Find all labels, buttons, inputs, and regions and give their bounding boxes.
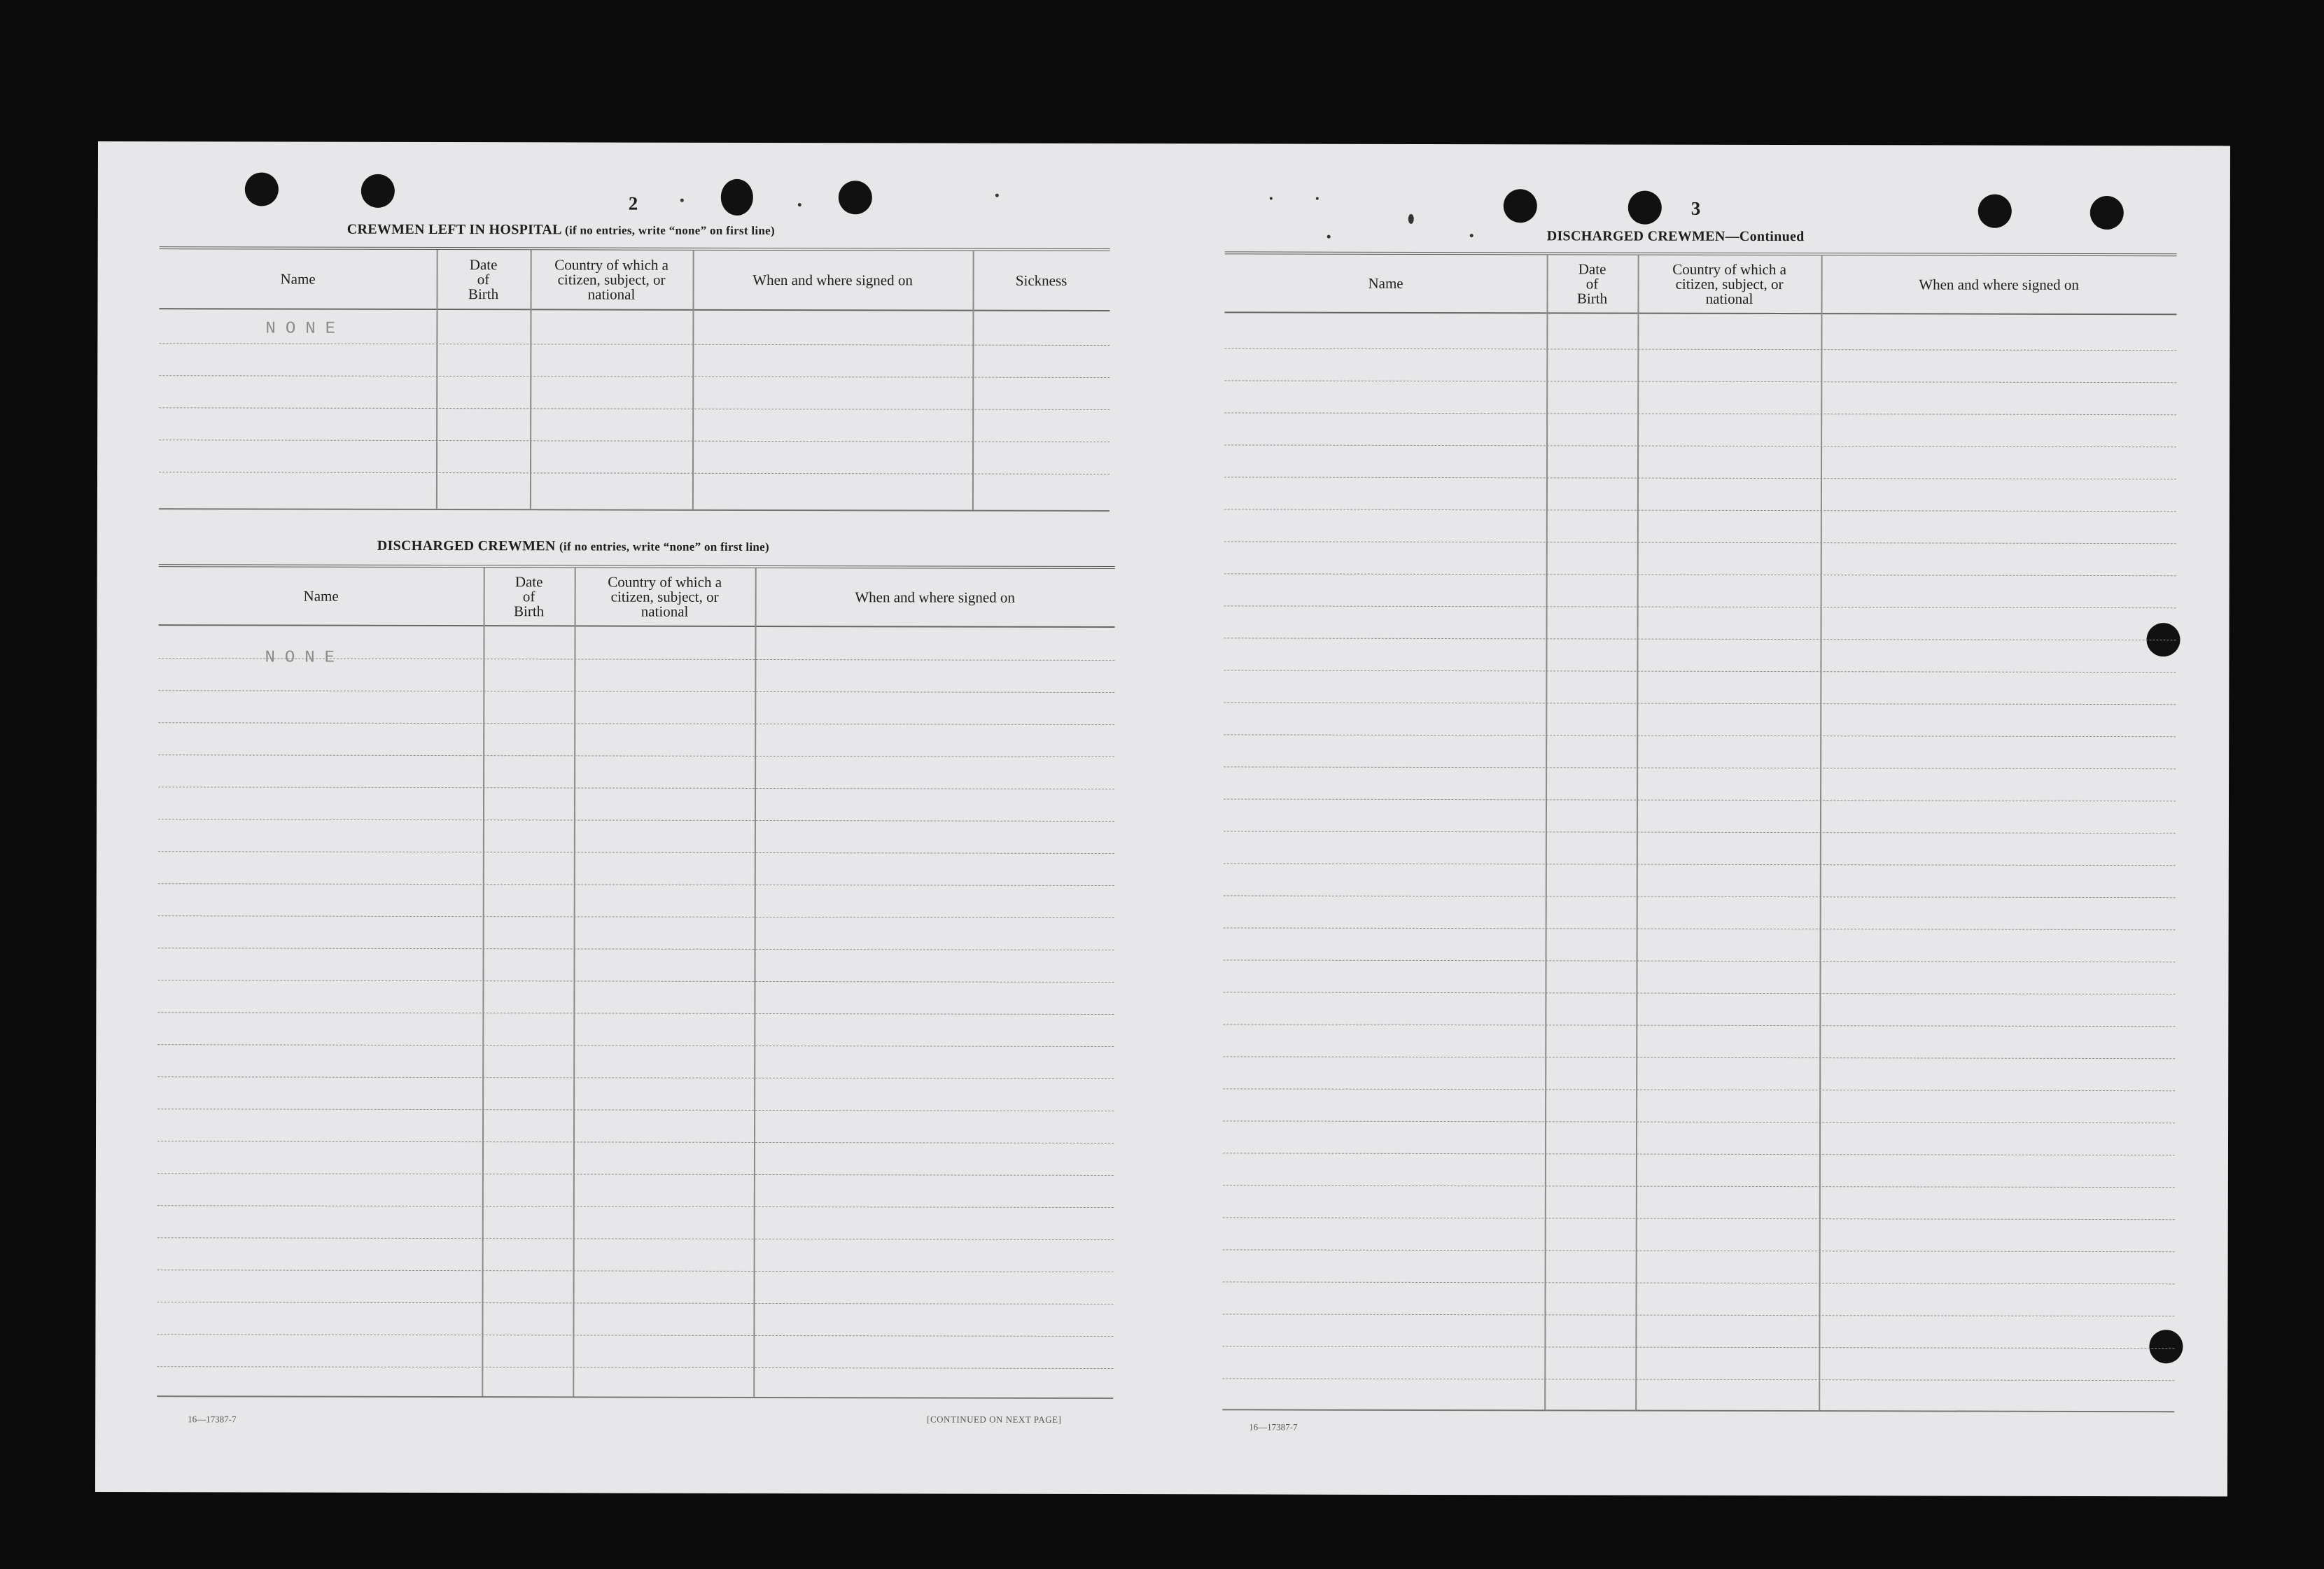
punch-hole <box>839 181 872 214</box>
table-row <box>158 851 1114 854</box>
table-row <box>1224 766 2176 769</box>
table-row <box>1224 831 2176 833</box>
table-row <box>1223 1056 2175 1059</box>
hospital-section-title <box>347 222 775 239</box>
hospital-table <box>159 246 1110 517</box>
table-row <box>1223 1185 2175 1188</box>
table-row <box>1224 670 2176 673</box>
table-bottom-rule <box>157 1395 1113 1399</box>
punch-hole <box>1504 189 1537 223</box>
table-row <box>158 1237 1114 1240</box>
table-row <box>1224 573 2176 576</box>
table-row <box>158 722 1114 725</box>
table-row <box>159 375 1110 378</box>
discharged-continued-title: DISCHARGED CREWMEN—Continued <box>1546 228 1805 245</box>
table-row <box>158 1076 1114 1079</box>
table-row <box>1223 1024 2175 1027</box>
table-row <box>158 1012 1114 1015</box>
table-row <box>1224 444 2176 447</box>
column-divider <box>972 251 974 510</box>
table-row <box>1224 348 2176 351</box>
table-bottom-rule <box>159 508 1110 512</box>
table-row <box>159 472 1110 474</box>
table-row <box>1224 927 2176 930</box>
col-header-country: Country of which a citizen, subject, or national <box>608 573 722 620</box>
page-number-right: 3 <box>1690 197 1702 219</box>
column-divider <box>482 568 484 1396</box>
speck <box>995 194 999 197</box>
punch-hole <box>1628 191 1662 225</box>
col-header-name: Name <box>303 587 339 605</box>
table-row <box>158 754 1114 757</box>
table-row <box>1223 1120 2175 1123</box>
table-row <box>158 690 1114 693</box>
col-header-signed-on: When and where signed on <box>855 588 1015 606</box>
table-row <box>1224 509 2176 512</box>
discharged-continued-table <box>1222 251 2177 1425</box>
table-row <box>1223 992 2175 994</box>
table-row <box>158 1205 1114 1208</box>
column-divider <box>692 251 694 509</box>
table-row <box>1223 1217 2175 1220</box>
speck <box>798 203 802 206</box>
col-header-signed-on: When and where signed on <box>752 271 913 288</box>
table-row <box>159 407 1110 410</box>
col-header-sickness: Sickness <box>1015 272 1068 289</box>
table-row <box>1224 380 2176 383</box>
punch-hole <box>721 179 753 216</box>
table-row <box>1223 1281 2175 1284</box>
table-row <box>158 1173 1114 1176</box>
speck <box>1408 214 1414 224</box>
col-header-country: Country of which a citizen, subject, or national <box>554 255 669 303</box>
scanned-document <box>95 141 2230 1496</box>
table-row <box>158 787 1114 789</box>
column-divider <box>530 250 532 509</box>
table-row <box>1224 638 2176 640</box>
column-divider <box>436 250 438 509</box>
table-row <box>1223 1249 2175 1252</box>
table-bottom-rule <box>1222 1409 2174 1412</box>
table-row <box>158 819 1114 822</box>
col-header-name: Name <box>280 270 316 288</box>
punch-hole <box>245 172 279 206</box>
speck <box>1327 235 1331 239</box>
table-row <box>1224 798 2176 801</box>
table-row <box>1224 895 2176 898</box>
table-row <box>159 343 1110 346</box>
speck <box>1470 234 1474 237</box>
discharged-title-text: DISCHARGED CREWMEN <box>377 537 556 554</box>
punch-hole <box>1978 195 2012 228</box>
table-row <box>157 1334 1113 1337</box>
table-row <box>1222 1346 2174 1349</box>
form-number-left: 16—17387-7 <box>188 1414 237 1425</box>
table-row <box>1224 605 2176 608</box>
discharged-section-title <box>377 538 769 555</box>
table-row <box>1224 477 2176 479</box>
table-row <box>157 1366 1113 1369</box>
punch-hole <box>2090 196 2124 230</box>
form-number-right: 16—17387-7 <box>1249 1421 1298 1433</box>
hospital-entry-none: NONE <box>265 319 346 339</box>
table-row <box>158 980 1114 983</box>
table-row <box>158 948 1114 950</box>
table-row <box>159 439 1110 442</box>
table-row <box>1224 702 2176 705</box>
col-header-signed-on: When and where signed on <box>1919 275 2079 293</box>
table-row <box>1223 1153 2175 1155</box>
table-row <box>158 883 1114 886</box>
table-row <box>158 1302 1114 1304</box>
discharged-table <box>157 564 1115 1416</box>
table-row <box>1224 734 2176 737</box>
col-header-dob: Date of Birth <box>513 572 545 619</box>
continued-note: [CONTINUED ON NEXT PAGE] <box>927 1414 1062 1425</box>
col-header-country: Country of which a citizen, subject, or national <box>1672 260 1787 307</box>
speck <box>1316 197 1319 200</box>
col-header-dob: Date of Birth <box>468 255 499 302</box>
hospital-title-note: (if no entries, write “none” on first line) <box>564 223 776 238</box>
table-row <box>1222 1314 2174 1316</box>
table-row <box>1224 412 2176 415</box>
table-row <box>1222 1378 2174 1381</box>
page-number-left: 2 <box>628 192 639 214</box>
table-row <box>158 1269 1114 1272</box>
col-header-name: Name <box>1368 274 1404 292</box>
table-row <box>1224 959 2176 962</box>
column-divider <box>753 568 756 1397</box>
col-header-dob: Date of Birth <box>1576 260 1608 307</box>
punch-hole <box>361 174 395 208</box>
discharged-title-note: (if no entries, write “none” on first line) <box>559 540 769 554</box>
column-divider <box>573 568 575 1396</box>
table-row <box>158 1141 1114 1144</box>
speck <box>1270 197 1273 200</box>
table-row <box>158 1044 1114 1047</box>
speck <box>680 199 684 202</box>
table-row <box>1224 863 2176 866</box>
discharged-entry-none: NONE <box>265 648 345 668</box>
table-row <box>158 915 1114 918</box>
hospital-title-text: CREWMEN LEFT IN HOSPITAL <box>346 221 561 238</box>
table-row <box>1223 1088 2175 1091</box>
table-row <box>158 1109 1114 1111</box>
table-row <box>1224 541 2176 544</box>
